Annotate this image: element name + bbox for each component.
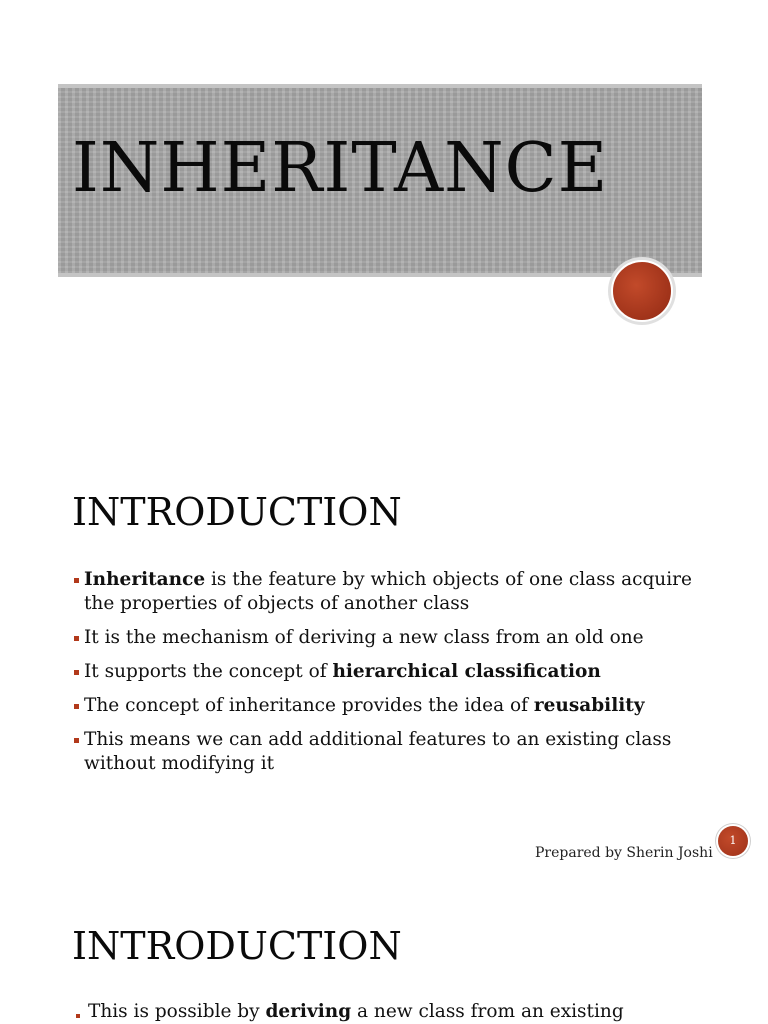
intro-heading: INTRODUCTION [72,490,402,534]
list-item [72,728,712,776]
decorative-circle-inner [611,260,673,322]
list-item [72,660,712,684]
footer-credit: Prepared by Sherin Joshi [535,845,713,861]
bullet-square-icon [76,1014,80,1018]
bullet-square-icon [74,670,79,675]
bullet-text-post: a new class from an existing [351,1001,624,1022]
bullet-text-bold: Inheritance [84,569,206,590]
page-number-badge: 1 [718,826,748,856]
decorative-circle-icon [608,257,676,325]
intro-heading-2: INTRODUCTION [72,924,402,968]
bullet-text-pre: The concept of inheritance provides the idea of [84,695,534,716]
bullet-text-pre: This means we can add additional features to an existing class without modifying it [84,729,672,774]
bullet-square-icon [74,704,79,709]
list-item [72,694,712,718]
bullet-text-pre: It is the mechanism of deriving a new class from an old one [84,627,644,648]
bullet-text-post: is the feature by which objects of one class acquire the properties of objects of another class [84,569,692,614]
list-item [72,1000,624,1024]
bullet-text-pre: It supports the concept of [84,661,333,682]
bullet-square-icon [74,636,79,641]
bullet-text-bold: reusability [533,695,645,716]
title-slide [0,0,768,450]
bullet-text-bold: deriving [265,1001,352,1022]
list-item [72,568,712,616]
intro-bullet-list [72,568,712,786]
bullet-square-icon [74,578,79,583]
list-item [72,626,712,650]
slide-title: INHERITANCE [72,129,609,208]
bullet-square-icon [74,738,79,743]
bullet-text-bold: hierarchical classification [332,661,601,682]
bullet-text-pre: This is possible by [88,1001,266,1022]
